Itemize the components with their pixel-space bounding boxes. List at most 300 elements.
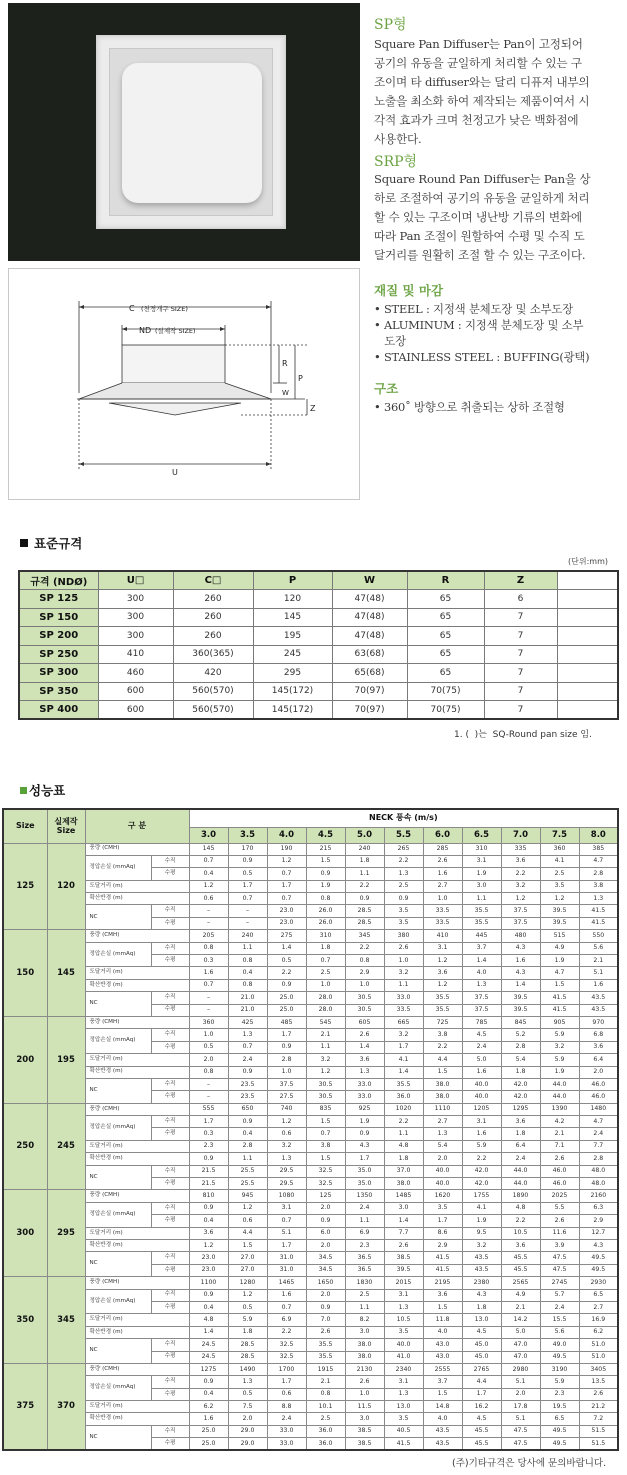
- value-cell: 23.5: [228, 1078, 267, 1090]
- spec-code-cell: SP 125: [19, 590, 98, 609]
- value-cell: 26.0: [306, 905, 345, 917]
- spec-value-cell: 260: [173, 627, 253, 646]
- value-cell: 2.1: [306, 1376, 345, 1388]
- value-cell: 38.5: [345, 1425, 384, 1437]
- value-cell: 2.7: [423, 1116, 462, 1128]
- material-title: 재질 및 마감: [374, 283, 444, 298]
- value-cell: 1.1: [384, 979, 423, 991]
- value-cell: 40.0: [462, 1078, 501, 1090]
- row-sub-label-cell: 수직: [151, 855, 189, 867]
- row-label-cell: 확산반경 (m): [85, 1413, 189, 1425]
- value-cell: 1700: [267, 1363, 306, 1375]
- table-row: [3, 979, 618, 991]
- value-cell: 3.2: [267, 1140, 306, 1152]
- value-cell: 25.5: [228, 1165, 267, 1177]
- value-cell: –: [189, 917, 228, 929]
- nsize-cell: 195: [47, 1016, 85, 1103]
- value-cell: 4.2: [540, 1116, 579, 1128]
- value-cell: 2.6: [306, 1326, 345, 1338]
- value-cell: 35.5: [306, 1339, 345, 1351]
- value-cell: 0.9: [189, 1153, 228, 1165]
- value-cell: 0.9: [345, 1128, 384, 1140]
- spec-value-cell: 63(68): [332, 645, 407, 664]
- value-cell: 35.5: [462, 917, 501, 929]
- value-cell: 3.6: [501, 1240, 540, 1252]
- value-cell: 2.4: [540, 1301, 579, 1313]
- table-row: [3, 1376, 618, 1388]
- value-cell: 0.9: [306, 868, 345, 880]
- value-cell: 4.8: [384, 1140, 423, 1152]
- value-cell: 2.3: [540, 1388, 579, 1400]
- value-cell: 1.7: [228, 880, 267, 892]
- value-cell: 2.5: [540, 868, 579, 880]
- c-note: (천정개구 SIZE): [141, 305, 188, 313]
- spec-value-cell: 600: [98, 682, 173, 701]
- row-sub-label-cell: 수평: [151, 917, 189, 929]
- value-cell: 1100: [189, 1277, 228, 1289]
- value-cell: 275: [267, 930, 306, 942]
- value-cell: 2.0: [306, 1202, 345, 1214]
- value-cell: 6.0: [306, 1227, 345, 1239]
- spec-value-cell: 7: [484, 627, 557, 646]
- value-cell: 29.0: [228, 1438, 267, 1450]
- value-cell: 1.7: [384, 1041, 423, 1053]
- value-cell: 1755: [462, 1190, 501, 1202]
- table-row: [3, 1016, 618, 1028]
- value-cell: 1.0: [423, 893, 462, 905]
- value-cell: 33.5: [423, 917, 462, 929]
- value-cell: 1.6: [267, 1289, 306, 1301]
- value-cell: –: [189, 992, 228, 1004]
- value-cell: 28.5: [228, 1339, 267, 1351]
- spec-value-cell: 70(97): [332, 701, 407, 720]
- value-cell: 21.5: [189, 1178, 228, 1190]
- value-cell: 0.4: [189, 1301, 228, 1313]
- row-label-cell: 도달거리 (m): [85, 880, 189, 892]
- row-sub-label-cell: 수직: [151, 1339, 189, 1351]
- value-cell: 5.9: [540, 1376, 579, 1388]
- value-cell: 38.0: [423, 1078, 462, 1090]
- value-cell: 24.5: [189, 1339, 228, 1351]
- value-cell: 37.5: [462, 1004, 501, 1016]
- value-cell: 4.5: [462, 1029, 501, 1041]
- row-label-cell: 도달거리 (m): [85, 1227, 189, 1239]
- value-cell: 38.5: [345, 1438, 384, 1450]
- value-cell: 35.5: [462, 905, 501, 917]
- srp-line: 할 수 있는 구조이며 냉난방 기류의 변화에: [374, 210, 582, 224]
- value-cell: 4.7: [579, 855, 618, 867]
- standard-note: 1. ( )는 SQ-Round pan size 임.: [454, 730, 592, 740]
- value-cell: 5.1: [501, 1413, 540, 1425]
- value-cell: 3.5: [384, 917, 423, 929]
- spec-value-cell: 260: [173, 608, 253, 627]
- spec-value-cell: 560(570): [173, 682, 253, 701]
- row-sub-label-cell: 수평: [151, 1215, 189, 1227]
- value-cell: 49.0: [540, 1339, 579, 1351]
- table-row: [19, 682, 618, 701]
- value-cell: 1.6: [462, 1066, 501, 1078]
- value-cell: 5.9: [540, 1054, 579, 1066]
- value-cell: 39.5: [540, 917, 579, 929]
- col-header: Z: [484, 571, 557, 590]
- value-cell: 485: [267, 1016, 306, 1028]
- value-cell: 42.0: [462, 1178, 501, 1190]
- value-cell: 21.0: [228, 992, 267, 1004]
- value-cell: 2745: [540, 1277, 579, 1289]
- col-header: [557, 571, 618, 590]
- row-label-cell: NC: [85, 992, 151, 1017]
- value-cell: 3.6: [423, 967, 462, 979]
- row-label-cell: 정압손실 (mmAq): [85, 1289, 151, 1314]
- value-cell: 0.7: [267, 893, 306, 905]
- value-cell: 3.0: [345, 1326, 384, 1338]
- value-cell: 0.9: [189, 1289, 228, 1301]
- value-cell: 845: [501, 1016, 540, 1028]
- value-cell: 33.0: [267, 1425, 306, 1437]
- standard-heading: [20, 534, 82, 552]
- value-cell: 2.5: [306, 967, 345, 979]
- value-cell: 30.5: [306, 1078, 345, 1090]
- value-cell: 49.5: [540, 1438, 579, 1450]
- nsize-cell: 295: [47, 1190, 85, 1277]
- row-sub-label-cell: 수평: [151, 1388, 189, 1400]
- value-cell: 3.1: [462, 1116, 501, 1128]
- value-cell: 2.6: [345, 1376, 384, 1388]
- spec-value-cell: 7: [484, 608, 557, 627]
- value-cell: 145: [189, 843, 228, 855]
- sp-description: [374, 35, 589, 149]
- value-cell: 30.5: [306, 1091, 345, 1103]
- value-cell: 28.5: [345, 905, 384, 917]
- row-label-cell: 정압손실 (mmAq): [85, 1202, 151, 1227]
- row-label-cell: 정압손실 (mmAq): [85, 1116, 151, 1141]
- srp-line: 따라 Pan 조절이 원할하여 수평 및 수직 도: [374, 229, 585, 243]
- value-cell: 1.2: [267, 1116, 306, 1128]
- value-cell: 810: [189, 1190, 228, 1202]
- value-cell: 43.5: [423, 1425, 462, 1437]
- value-cell: 48.0: [579, 1165, 618, 1177]
- value-cell: 1.0: [384, 955, 423, 967]
- spec-value-cell: 300: [98, 590, 173, 609]
- value-cell: 7.5: [228, 1401, 267, 1413]
- spec-value-cell: 65: [407, 645, 484, 664]
- value-cell: 12.7: [579, 1227, 618, 1239]
- value-cell: 15.5: [540, 1314, 579, 1326]
- spec-code-cell: SP 400: [19, 701, 98, 720]
- value-cell: 1.1: [306, 1041, 345, 1053]
- value-cell: 2.2: [501, 1215, 540, 1227]
- value-cell: 5.9: [540, 1029, 579, 1041]
- value-cell: 3.0: [462, 880, 501, 892]
- value-cell: 39.5: [501, 1004, 540, 1016]
- table-row: [19, 627, 618, 646]
- row-sub-label-cell: 수직: [151, 942, 189, 954]
- value-cell: 0.8: [345, 955, 384, 967]
- value-cell: 0.9: [267, 979, 306, 991]
- value-cell: 51.0: [579, 1339, 618, 1351]
- value-cell: 38.5: [384, 1252, 423, 1264]
- value-cell: 0.9: [306, 1215, 345, 1227]
- value-cell: 1.2: [423, 955, 462, 967]
- value-cell: 125: [306, 1190, 345, 1202]
- value-cell: 425: [228, 1016, 267, 1028]
- value-cell: 46.0: [579, 1078, 618, 1090]
- value-cell: 215: [306, 843, 345, 855]
- value-cell: 25.0: [189, 1425, 228, 1437]
- value-cell: 25.5: [228, 1178, 267, 1190]
- value-cell: 36.0: [306, 1425, 345, 1437]
- value-cell: 2.4: [228, 1054, 267, 1066]
- value-cell: 1.3: [384, 868, 423, 880]
- table-row: [3, 1326, 618, 1338]
- speed-header: 4.5: [306, 827, 345, 843]
- value-cell: 1.6: [423, 868, 462, 880]
- value-cell: 2.2: [423, 1041, 462, 1053]
- table-header-row: [19, 571, 618, 590]
- value-cell: 785: [462, 1016, 501, 1028]
- value-cell: 45.5: [462, 1425, 501, 1437]
- value-cell: 1205: [462, 1103, 501, 1115]
- value-cell: 41.5: [423, 1252, 462, 1264]
- value-cell: 3190: [540, 1363, 579, 1375]
- value-cell: 445: [462, 930, 501, 942]
- spec-value-cell: 145: [253, 608, 332, 627]
- value-cell: 1080: [267, 1190, 306, 1202]
- value-cell: 43.5: [462, 1264, 501, 1276]
- value-cell: 5.9: [462, 1140, 501, 1152]
- table-row: [3, 1103, 618, 1115]
- row-label-cell: 풍량 (CMH): [85, 1016, 189, 1028]
- value-cell: 0.4: [189, 1388, 228, 1400]
- spec-code-cell: SP 300: [19, 664, 98, 683]
- col-header: P: [253, 571, 332, 590]
- value-cell: 33.5: [423, 905, 462, 917]
- value-cell: 2.8: [579, 868, 618, 880]
- value-cell: 6.2: [579, 1326, 618, 1338]
- value-cell: 14.8: [423, 1401, 462, 1413]
- value-cell: 665: [384, 1016, 423, 1028]
- value-cell: 34.5: [306, 1264, 345, 1276]
- table-row: [3, 1227, 618, 1239]
- value-cell: 4.3: [579, 1240, 618, 1252]
- value-cell: 360: [540, 843, 579, 855]
- row-label-cell: 정압손실 (mmAq): [85, 1376, 151, 1401]
- value-cell: 5.4: [501, 1054, 540, 1066]
- row-label-cell: NC: [85, 1252, 151, 1277]
- value-cell: 2.1: [501, 1301, 540, 1313]
- value-cell: 10.1: [306, 1401, 345, 1413]
- value-cell: 5.6: [579, 942, 618, 954]
- value-cell: 1.1: [345, 868, 384, 880]
- spec-value-cell: 300: [98, 608, 173, 627]
- value-cell: 48.0: [579, 1178, 618, 1190]
- value-cell: 1915: [306, 1363, 345, 1375]
- value-cell: 23.0: [267, 917, 306, 929]
- value-cell: 2.0: [306, 1240, 345, 1252]
- value-cell: 6.5: [579, 1289, 618, 1301]
- value-cell: 2.0: [501, 1388, 540, 1400]
- square-bullet-icon: [20, 787, 27, 794]
- value-cell: 1485: [384, 1190, 423, 1202]
- performance-table: [2, 808, 619, 1451]
- value-cell: 0.4: [189, 868, 228, 880]
- size-cell: 125: [3, 843, 47, 930]
- spec-value-cell: 460: [98, 664, 173, 683]
- value-cell: 1.2: [228, 1202, 267, 1214]
- dimension-drawing: [8, 268, 360, 500]
- value-cell: 13.5: [579, 1376, 618, 1388]
- value-cell: 17.8: [501, 1401, 540, 1413]
- col-header: U□: [98, 571, 173, 590]
- spec-value-cell: 360(365): [173, 645, 253, 664]
- spec-value-cell: 47(48): [332, 608, 407, 627]
- row-sub-label-cell: 수직: [151, 1078, 189, 1090]
- value-cell: 2.8: [267, 1054, 306, 1066]
- row-sub-label-cell: 수평: [151, 1301, 189, 1313]
- value-cell: 41.5: [423, 1264, 462, 1276]
- spec-value-cell: 295: [253, 664, 332, 683]
- value-cell: 4.0: [423, 1326, 462, 1338]
- value-cell: 38.0: [345, 1339, 384, 1351]
- value-cell: 4.1: [384, 1054, 423, 1066]
- spec-value-cell: [557, 645, 618, 664]
- nsize-cell: 120: [47, 843, 85, 930]
- value-cell: 29.0: [228, 1425, 267, 1437]
- table-row: [3, 1116, 618, 1128]
- value-cell: 1465: [267, 1277, 306, 1289]
- row-label-cell: NC: [85, 1339, 151, 1364]
- structure-title: 구조: [374, 381, 399, 396]
- value-cell: 515: [540, 930, 579, 942]
- value-cell: 4.9: [540, 942, 579, 954]
- value-cell: 1280: [228, 1277, 267, 1289]
- table-row: [19, 645, 618, 664]
- value-cell: 36.0: [306, 1438, 345, 1450]
- value-cell: 1350: [345, 1190, 384, 1202]
- value-cell: 3.9: [540, 1240, 579, 1252]
- row-sub-label-cell: 수직: [151, 1029, 189, 1041]
- value-cell: 49.5: [540, 1351, 579, 1363]
- value-cell: 0.9: [384, 893, 423, 905]
- value-cell: 0.7: [189, 979, 228, 991]
- value-cell: 0.7: [228, 893, 267, 905]
- value-cell: 36.0: [384, 1091, 423, 1103]
- value-cell: 46.0: [540, 1165, 579, 1177]
- value-cell: 3.6: [345, 1054, 384, 1066]
- value-cell: 2160: [579, 1190, 618, 1202]
- value-cell: 45.5: [501, 1264, 540, 1276]
- value-cell: 265: [384, 843, 423, 855]
- nsize-cell: 145: [47, 930, 85, 1017]
- value-cell: 38.0: [423, 1091, 462, 1103]
- value-cell: 28.5: [228, 1351, 267, 1363]
- value-cell: 1.5: [423, 1388, 462, 1400]
- value-cell: 5.5: [540, 1202, 579, 1214]
- value-cell: 1110: [423, 1103, 462, 1115]
- value-cell: 43.0: [423, 1339, 462, 1351]
- value-cell: 37.0: [384, 1165, 423, 1177]
- table-row: [3, 1401, 618, 1413]
- value-cell: 1.8: [306, 942, 345, 954]
- value-cell: 2340: [384, 1363, 423, 1375]
- value-cell: 2.1: [540, 1128, 579, 1140]
- value-cell: 0.9: [189, 1376, 228, 1388]
- value-cell: 0.4: [228, 1128, 267, 1140]
- value-cell: 47.5: [540, 1252, 579, 1264]
- spec-value-cell: 410: [98, 645, 173, 664]
- value-cell: 6.9: [267, 1314, 306, 1326]
- nsize-cell: 345: [47, 1277, 85, 1364]
- value-cell: 1620: [423, 1190, 462, 1202]
- value-cell: 35.5: [423, 1004, 462, 1016]
- row-label-cell: 정압손실 (mmAq): [85, 942, 151, 967]
- speed-header: 5.0: [345, 827, 384, 843]
- value-cell: 3.6: [501, 855, 540, 867]
- value-cell: 6.4: [501, 1140, 540, 1152]
- sp-line: 사용한다.: [374, 132, 422, 146]
- table-row: [3, 1339, 618, 1351]
- material-item: 도장: [374, 334, 406, 348]
- srp-line: Square Round Pan Diffuser는 Pan을 상: [374, 172, 591, 186]
- value-cell: 310: [306, 930, 345, 942]
- row-label-cell: 도달거리 (m): [85, 1401, 189, 1413]
- value-cell: 1.1: [345, 1301, 384, 1313]
- value-cell: 0.8: [228, 955, 267, 967]
- value-cell: 1.1: [384, 1128, 423, 1140]
- value-cell: 4.3: [345, 1140, 384, 1152]
- nd-note: (실제작 SIZE): [155, 327, 196, 335]
- spec-value-cell: 7: [484, 645, 557, 664]
- value-cell: 925: [345, 1103, 384, 1115]
- spec-value-cell: 6: [484, 590, 557, 609]
- value-cell: 3.2: [384, 1029, 423, 1041]
- value-cell: 3.1: [384, 1289, 423, 1301]
- value-cell: 0.9: [345, 893, 384, 905]
- speed-header: 7.0: [501, 827, 540, 843]
- row-label-cell: NC: [85, 1078, 151, 1103]
- spec-value-cell: 70(97): [332, 682, 407, 701]
- row-label-cell: 도달거리 (m): [85, 1140, 189, 1152]
- value-cell: 35.0: [345, 1165, 384, 1177]
- value-cell: 1.7: [423, 1215, 462, 1227]
- speed-header: 6.5: [462, 827, 501, 843]
- value-cell: 33.0: [267, 1438, 306, 1450]
- row-sub-label-cell: 수평: [151, 955, 189, 967]
- value-cell: 25.0: [189, 1438, 228, 1450]
- table-row: [3, 1054, 618, 1066]
- value-cell: 4.3: [501, 967, 540, 979]
- value-cell: 16.2: [462, 1401, 501, 1413]
- diffuser-pan: [122, 63, 262, 203]
- value-cell: 285: [423, 843, 462, 855]
- value-cell: 0.9: [228, 1116, 267, 1128]
- row-label-cell: 정압손실 (mmAq): [85, 855, 151, 880]
- performance-footnote: (주)기타규격은 당사에 문의바랍니다.: [452, 1458, 607, 1469]
- spec-value-cell: 70(75): [407, 682, 484, 701]
- value-cell: 3.7: [462, 942, 501, 954]
- size-cell: 250: [3, 1103, 47, 1190]
- value-cell: 1.2: [423, 979, 462, 991]
- value-cell: 3.7: [423, 1376, 462, 1388]
- value-cell: 4.3: [462, 1289, 501, 1301]
- value-cell: 41.5: [540, 1004, 579, 1016]
- value-cell: 0.8: [189, 942, 228, 954]
- value-cell: 205: [189, 930, 228, 942]
- value-cell: 43.5: [462, 1252, 501, 1264]
- value-cell: 1.2: [540, 893, 579, 905]
- value-cell: 3.2: [501, 880, 540, 892]
- value-cell: 23.5: [228, 1091, 267, 1103]
